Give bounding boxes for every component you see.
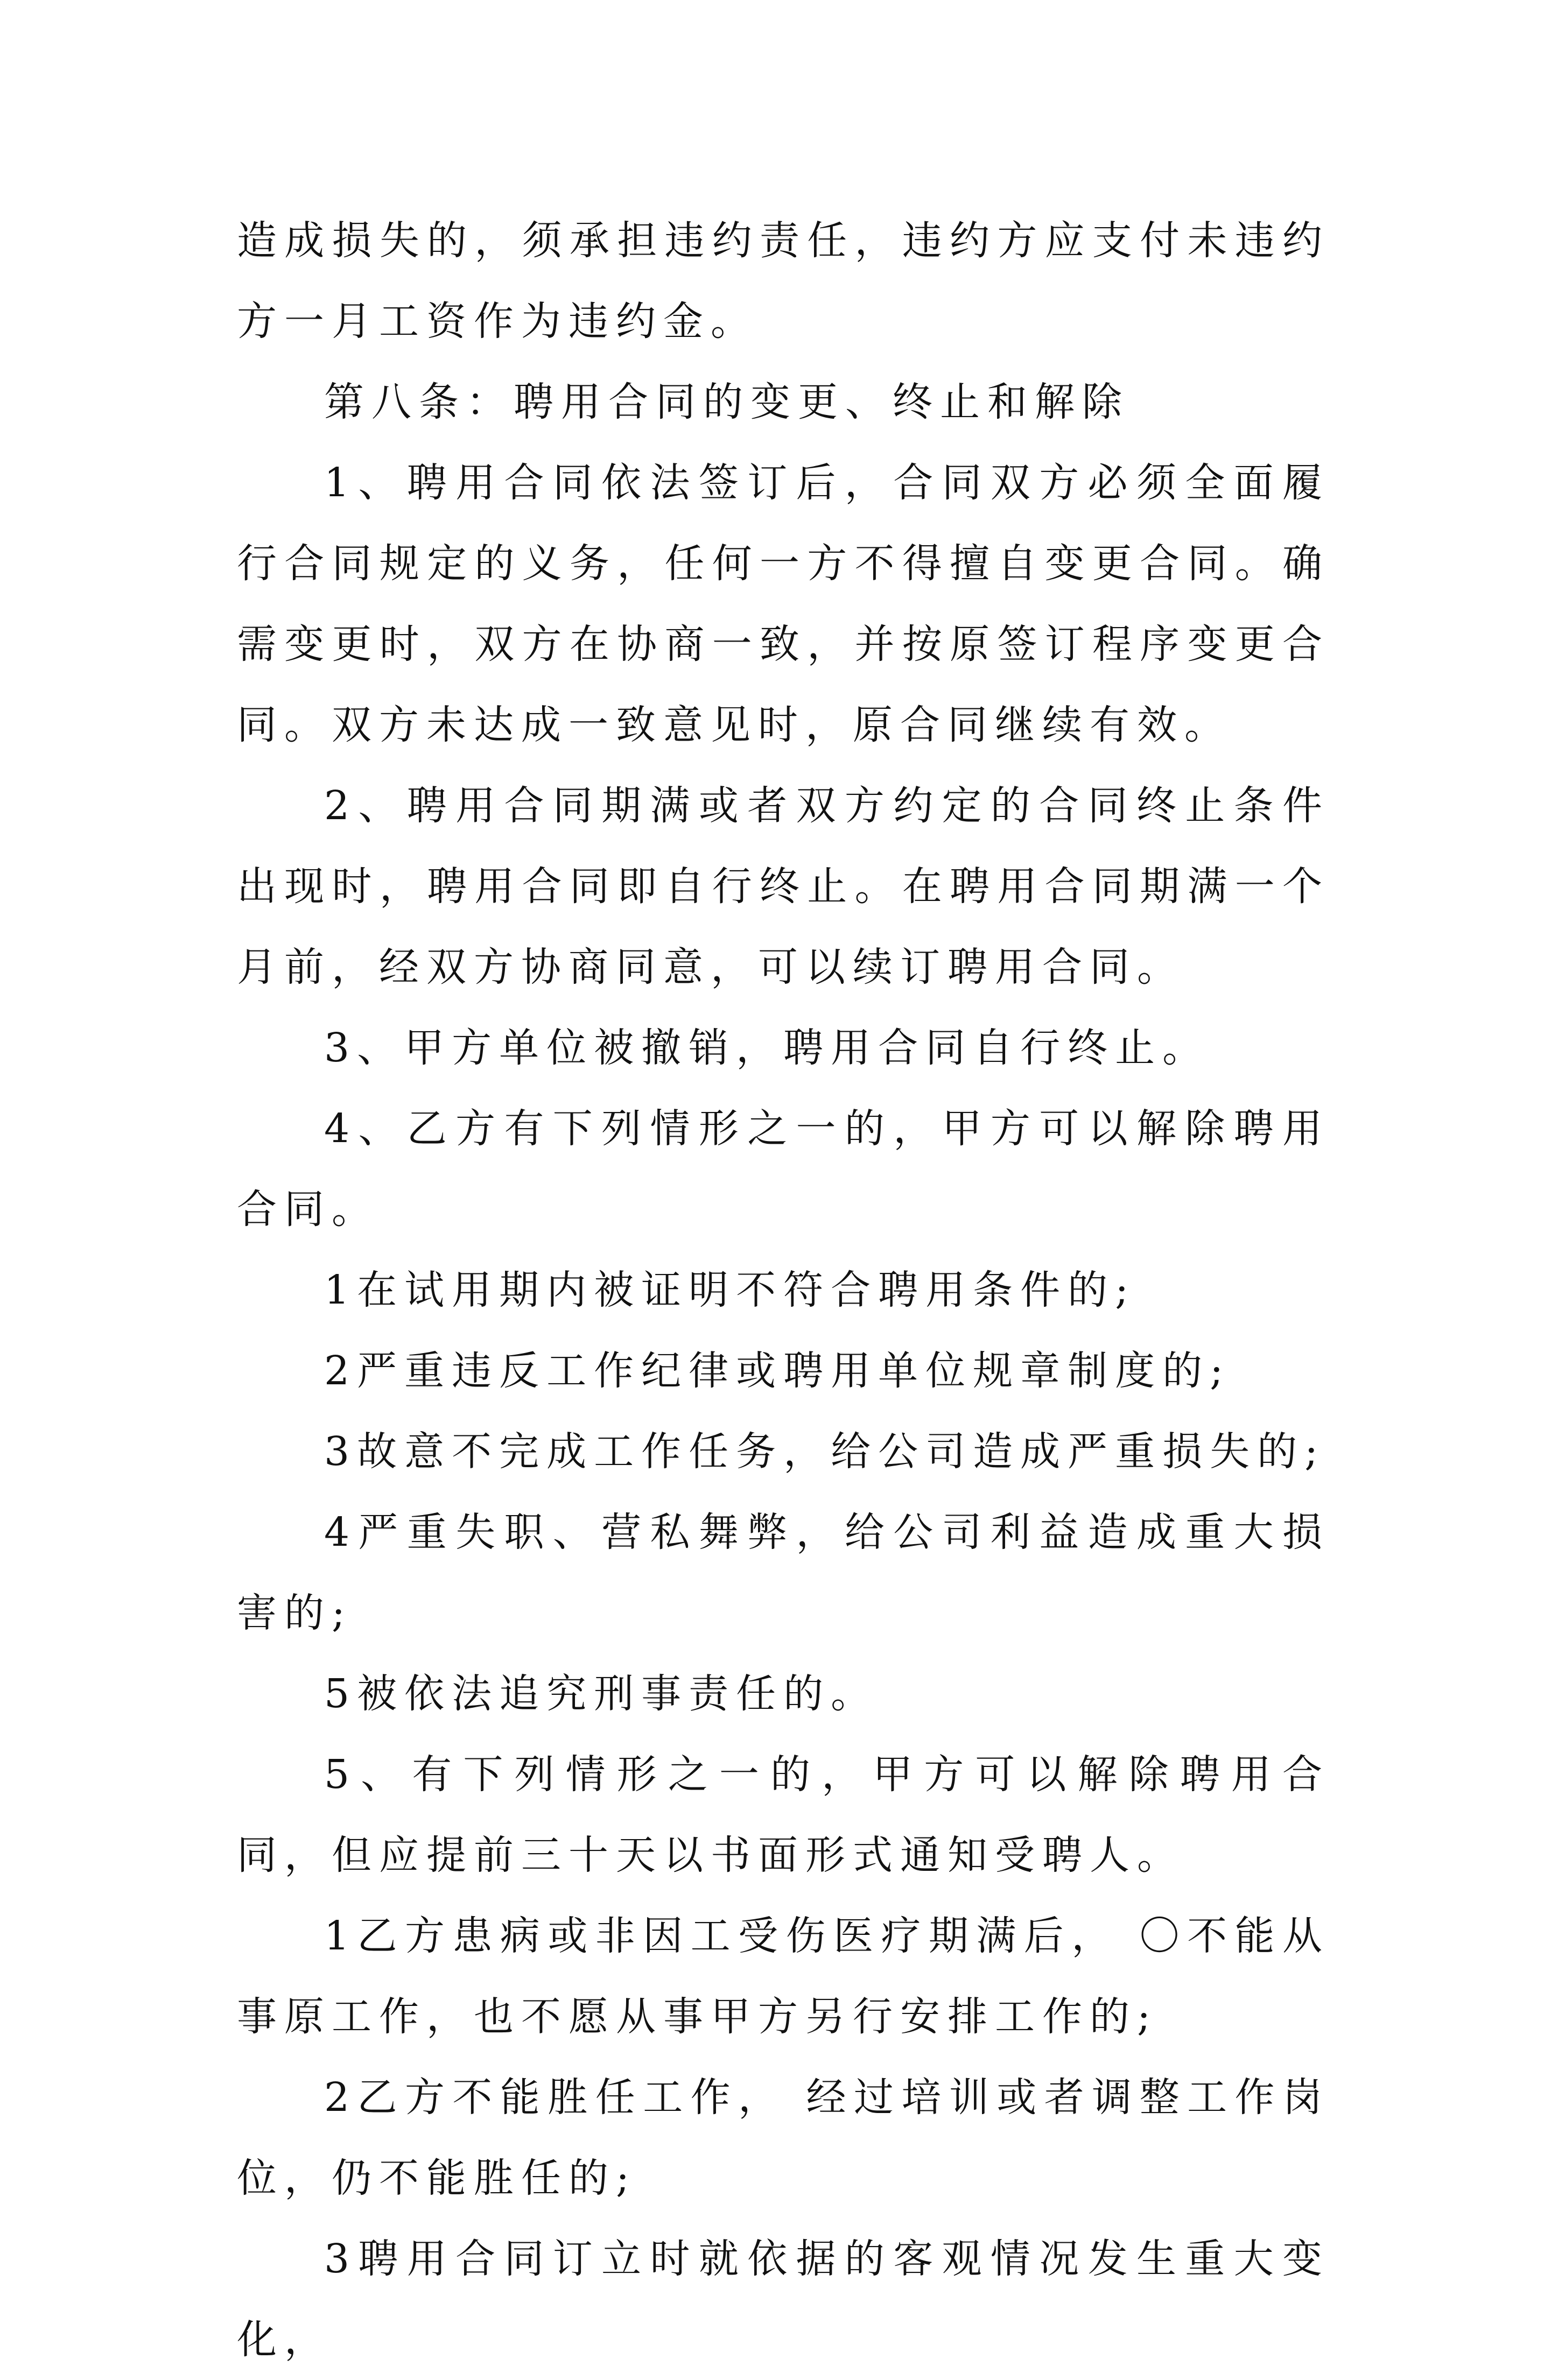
document-body (237, 200, 1330, 2380)
clause-3-unit-revoked: 3、甲方单位被撤销，聘用合同自行终止。 (324, 1025, 1210, 1071)
list-item-4-3: 3故意不完成工作任务，给公司造成严重损失的; (324, 1428, 1326, 1475)
list-item-4-2: 2严重违反工作纪律或聘用单位规章制度的; (324, 1348, 1231, 1394)
list-item-4-5: 5被依法追究刑事责任的。 (324, 1671, 879, 1717)
clause-5-notice-dismissal: 5、有下列情形之一的，甲方可以解除聘用合同，但应提前三十天以书面形式通知受聘人。 (237, 1751, 1330, 1878)
list-item-4-1: 1在试用期内被证明不符合聘用条件的; (324, 1267, 1136, 1313)
article-eight-heading: 第八条：聘用合同的变更、终止和解除 (324, 379, 1129, 425)
list-item-4-4: 4严重失职、营私舞弊，给公司利益造成重大损害的; (237, 1509, 1330, 1636)
paragraph-penalty-continuation: 造成损失的，须承担违约责任，违约方应支付未违约方一月工资作为违约金。 (237, 217, 1330, 344)
list-item-5-3: 3聘用合同订立时就依据的客观情况发生重大变化， (237, 2236, 1330, 2363)
clause-2-contract-expiry: 2、聘用合同期满或者双方约定的合同终止条件出现时，聘用合同即自行终止。在聘用合同期满一个月前，经双方协商同意，可以续订聘用合同。 (237, 783, 1330, 990)
clause-4-dismissal-conditions: 4、乙方有下列情形之一的，甲方可以解除聘用合同。 (237, 1105, 1330, 1233)
list-item-5-1: 1乙方患病或非因工受伤医疗期满后， 〇不能从事原工作，也不愿从事甲方另行安排工作的; (237, 1913, 1330, 2040)
list-item-5-2: 2乙方不能胜任工作， 经过培训或者调整工作岗位，仍不能胜任的; (237, 2074, 1330, 2201)
clause-1-contract-changes: 1、聘用合同依法签订后，合同双方必须全面履行合同规定的义务，任何一方不得擅自变更合同。确需变更时，双方在协商一致，并按原签订程序变更合同。双方未达成一致意见时，原合同继续有效。 (237, 460, 1330, 748)
